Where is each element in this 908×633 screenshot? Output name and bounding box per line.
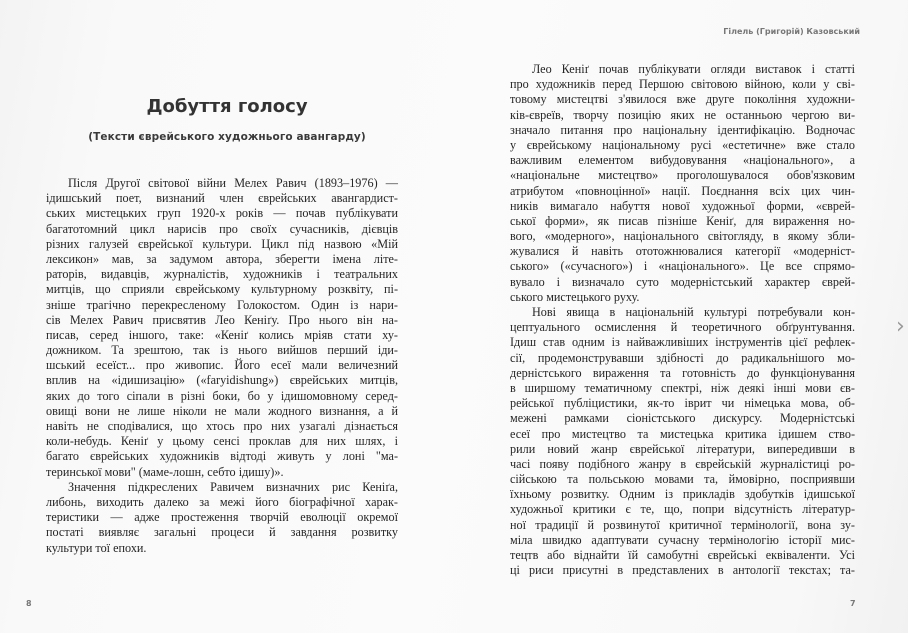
text-line: товому мистецтві з'явилося вже друге покоління художни-	[510, 92, 855, 107]
text-line: раторів, видавців, журналістів, художників і театральних	[46, 267, 398, 282]
chapter-subtitle: (Тексти єврейського художнього авангарду)	[88, 131, 366, 143]
right-body-text	[510, 62, 855, 578]
chapter-title: Добуття голосу	[146, 96, 308, 117]
text-line: сії, продемонструвавши здібності до радикальнішого мо-	[510, 350, 855, 365]
text-line: коли-небудь. Кеніґ у цьому сенсі проклав для них шлях, і	[46, 434, 398, 449]
paragraph	[510, 305, 855, 578]
text-line: писав, серед іншого, таке: «Кеніґ колись мріяв стати ху-	[46, 327, 398, 342]
text-line: митців, що сприяли єврейському культурному розквіту, пі-	[46, 282, 398, 297]
text-line: дожником. Та зрештою, так із нього вийшов перший іди-	[46, 343, 398, 358]
chevron-right-icon[interactable]: ›	[896, 314, 905, 339]
text-line: ці риси присутні в представлених в антології текстах; та-	[510, 563, 855, 578]
page-number-right: 7	[850, 599, 856, 608]
text-line: есеї про мистецтво та мистецька критика ідишем ство-	[510, 426, 855, 441]
text-line: культури тої епохи.	[46, 540, 147, 555]
text-line: Лео Кеніґ почав публікувати огляди виставок і статті	[532, 62, 855, 76]
text-line: в ширшому тематичному спектрі, ніж деякі інші мови єв-	[510, 380, 855, 395]
text-line: теристики — адже простеження творчій еволюції окремої	[46, 510, 398, 525]
text-line: про художників перед Першою світовою війною, коли у сві-	[510, 77, 855, 92]
text-line: ної традиції й розвинутої критичної термінології, вона зу-	[510, 517, 855, 532]
text-line: ських мистецьких груп 1920-х років — почав публікувати	[46, 206, 398, 221]
text-line: багато єврейських художників відтоді живуть у лоні "ма-	[46, 449, 398, 464]
text-line: Значення підкреслених Равичем визначних рис Кеніґа,	[68, 479, 398, 494]
text-line: атрибутом «повноцінної» нації. Поєднання всіх цих чин-	[510, 183, 855, 198]
text-line: теринської мови" (маме-лошн, себто ідишу)».	[46, 464, 284, 479]
text-line: зніше трагічно перекресленому Голокостом. Один із нари-	[46, 297, 398, 312]
text-line: ників вимагало набуття нової художньої форми, «єврей-	[510, 198, 855, 213]
text-line: тецтв або віднайти їй самобутні єврейські еквіваленти. Усі	[510, 548, 855, 562]
left-body-text	[46, 176, 398, 556]
text-line: яких до того сіпали в різні боки, бо у ідишомовному серед-	[46, 388, 398, 403]
text-line: міла швидко адаптувати сучасну термінологію історії мис-	[510, 532, 855, 547]
text-line: Після Другої світової війни Мелех Равич (1893–1976) —	[68, 176, 398, 190]
text-line: жувалися й навіть ототожнювалися категорії «модерніст-	[510, 244, 855, 259]
paragraph	[46, 480, 398, 556]
text-line: у єврейському національному русі «естетичне» вже стало	[510, 137, 855, 152]
text-line: багатотомний цикл нарисів про своїх сучасників, дієвців	[46, 221, 398, 236]
right-page	[454, 0, 908, 633]
text-line: рейської публіцистики, як-то іврит чи німецька мова, об-	[510, 396, 855, 411]
text-line: Нові явища в національній культурі потребували кон-	[532, 305, 855, 319]
text-line: рили новий жанр єврейської літератури, випередивши в	[510, 441, 855, 456]
text-line: різних галузей єврейської культури. Цикл під назвою «Мій	[46, 236, 398, 251]
running-head-author: Гілель (Григорій) Казовський	[723, 27, 860, 36]
text-line: сів Мелех Равич присвятив Лео Кеніґу. Про нього він на-	[46, 312, 398, 327]
text-line: лексикон» мав, за задумом автора, зберегти імена літе-	[46, 251, 398, 266]
page-number-left: 8	[26, 599, 32, 608]
text-line: ської форми», як писав пізніше Кеніґ, для вираження но-	[510, 213, 855, 228]
text-line: либонь, виходить далеко за межі його біографічної харак-	[46, 494, 398, 509]
text-line: вувало і визначало суто модерністський характер єврей-	[510, 274, 855, 289]
text-line: значало питання про національну ідентифікацію. Водночас	[510, 122, 855, 137]
text-line: овищі вони не лише ніколи не мали жодного визнання, а й	[46, 403, 398, 418]
text-line: навіть не сподівалися, що хтось про них узагалі дізнається	[46, 419, 398, 433]
paragraph	[46, 176, 398, 480]
text-line: важливим елементом вибудовування «національного», а	[510, 153, 855, 168]
text-line: ського» («сучасного») і «національного». Це все спрямо-	[510, 259, 855, 274]
text-line: дерністського вираження та готовність до функціонування	[510, 365, 855, 380]
text-line: ідишський поет, визнаний член єврейських авангардист-	[46, 191, 398, 206]
text-line: межені рамками сіоністського дискурсу. Модерністські	[510, 411, 855, 426]
text-line: постаті виявляє загальні процеси й завдання розвитку	[46, 525, 398, 540]
text-line: їхньому розвитку. Одним із прикладів здобутків ідишської	[510, 487, 855, 502]
text-line: цептуального осмислення й теоретичного обґрунтування.	[510, 320, 855, 335]
text-line: ків-євреїв, творчу позицію яких не останньою чергою ви-	[510, 107, 855, 122]
text-line: часі появу подібного жанру в єврейській журналістиці ро-	[510, 456, 855, 471]
paragraph	[510, 62, 855, 305]
text-line: вого, «модерного», національного світогляду, в якому збли-	[510, 229, 855, 244]
text-line: «національне мистецтво» проголошувалося обов'язковим	[510, 168, 855, 183]
text-line: вплив на «ідишизацію» («faryidishung») єврейських митців,	[46, 373, 398, 388]
text-line: художньої критики є те, що, попри відсутність літератур-	[510, 502, 855, 517]
text-line: шський есеїст... про живопис. Його есеї мали величезний	[46, 358, 398, 373]
text-line: ського мистецького руху.	[510, 289, 640, 304]
text-line: Ідиш став одним із найважливіших інструментів цієї рефлек-	[510, 335, 855, 350]
text-line: сійською та польською мовами та, ймовірно, посприявши	[510, 472, 855, 487]
